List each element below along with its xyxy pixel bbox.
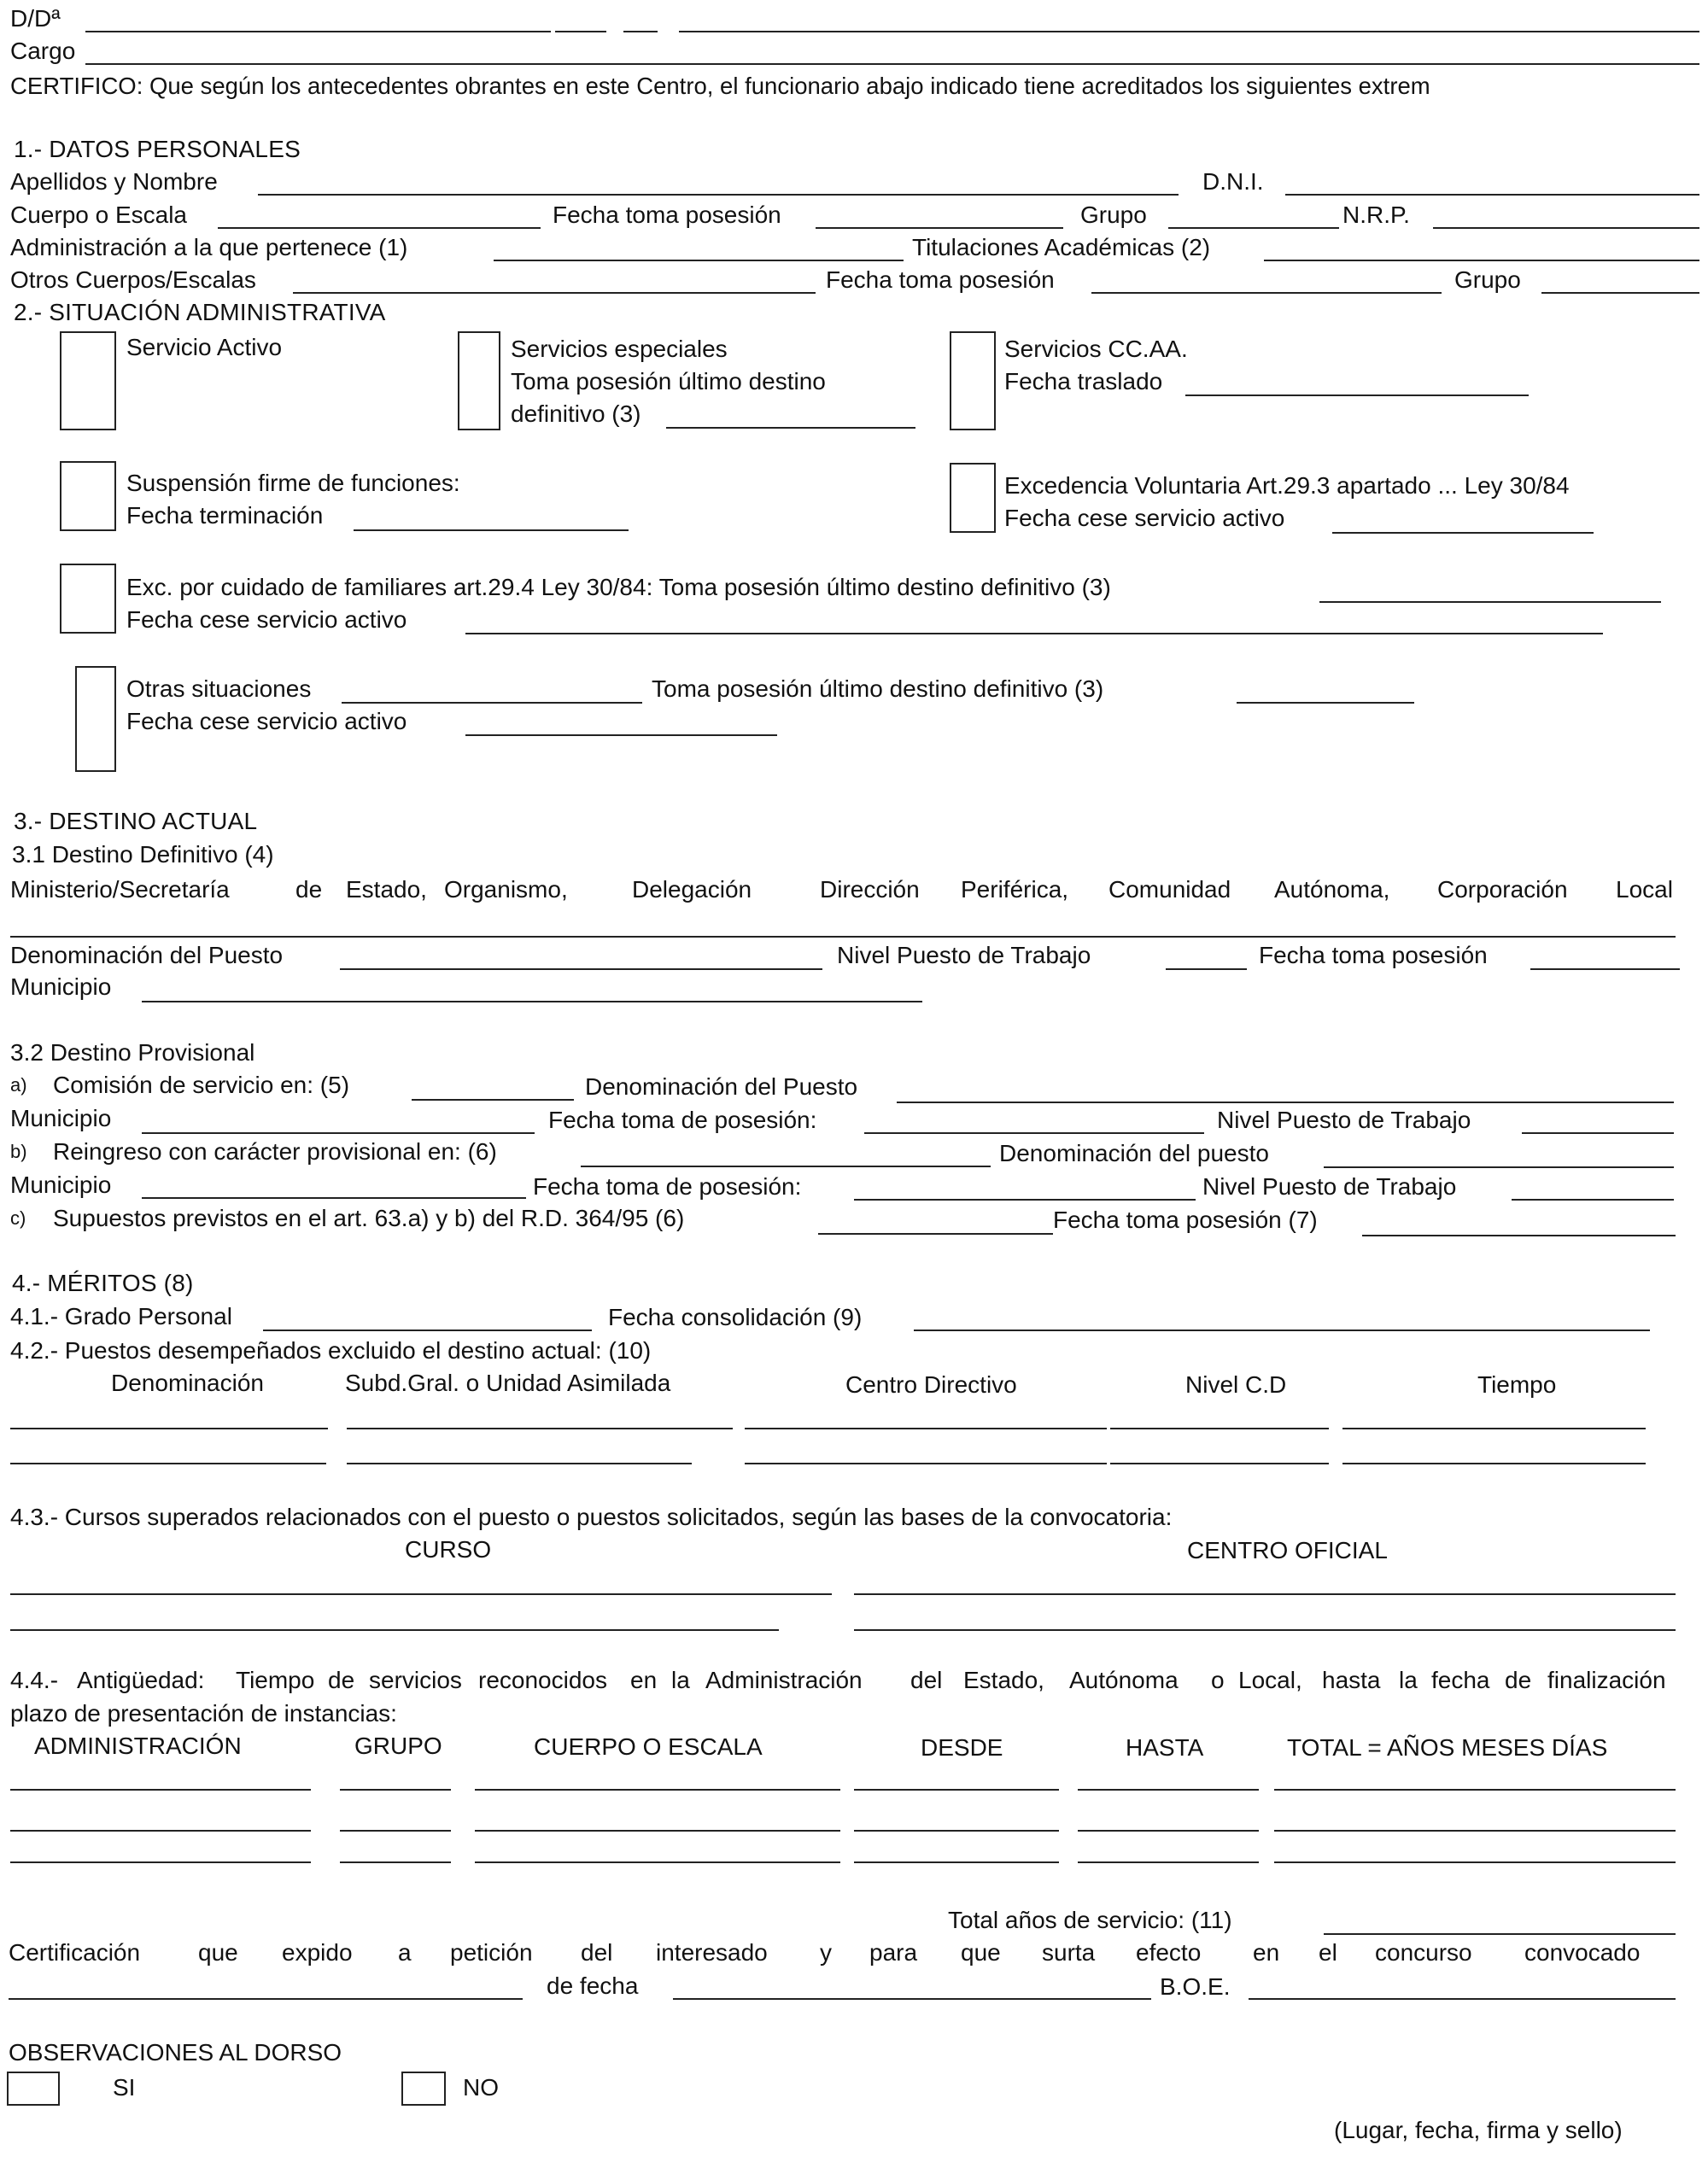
fecha-toma-3-field[interactable] (1530, 968, 1680, 970)
boe-field[interactable] (1249, 1998, 1676, 2000)
de-fecha-label: de fecha (547, 1972, 639, 1999)
cert-word: el (1319, 1939, 1337, 1966)
no-checkbox[interactable] (401, 2072, 446, 2106)
dni-field[interactable] (1285, 194, 1699, 196)
cert-word: para (869, 1939, 918, 1966)
cert-word: expido (282, 1939, 353, 1966)
a-denominacion-label: Denominación del Puesto (585, 1073, 858, 1100)
titulaciones-label: Titulaciones Académicas (2) (912, 234, 1211, 260)
suspension-checkbox[interactable] (60, 461, 116, 531)
denominacion-label: Denominación del Puesto (10, 942, 284, 968)
fecha-consolidacion-field[interactable] (914, 1330, 1650, 1331)
section-4-title: 4.- MÉRITOS (8) (12, 1270, 194, 1296)
cert-word: y (820, 1939, 832, 1966)
no-label: NO (463, 2074, 499, 2101)
grupo-2-label: Grupo (1454, 266, 1521, 293)
administracion-label: Administración a la que pertenece (1) (10, 234, 408, 260)
cargo-field[interactable] (85, 63, 1699, 65)
antiguedad-row-2-cuerpo[interactable] (475, 1830, 840, 1832)
fecha-traslado-field[interactable] (1185, 394, 1529, 396)
a-municipio-field[interactable] (142, 1132, 535, 1134)
fecha-cese-3-label: Fecha cese servicio activo (126, 708, 407, 734)
ministerio-word: de (295, 876, 323, 903)
puestos-row-1-nivel[interactable] (1110, 1428, 1329, 1429)
antiguedad-word: la (1399, 1667, 1418, 1693)
a-municipio-label: Municipio (10, 1105, 112, 1131)
cert-word: en (1253, 1939, 1280, 1966)
antiguedad-word: Local, (1238, 1667, 1302, 1693)
antiguedad-row-2-total[interactable] (1274, 1830, 1676, 1832)
b-fecha-label: Fecha toma de posesión: (533, 1173, 802, 1200)
fecha-toma-3-label: Fecha toma posesión (1259, 942, 1488, 968)
puestos-row-2-denominacion[interactable] (10, 1463, 326, 1464)
ministerio-word: Local (1616, 876, 1673, 903)
cert-word: Certificación (9, 1939, 141, 1966)
b-fecha-field[interactable] (854, 1199, 1196, 1201)
col-desde: DESDE (921, 1734, 1003, 1761)
antiguedad-row-2-desde[interactable] (854, 1830, 1059, 1832)
item-a-marker: a) (10, 1074, 27, 1096)
item-b-marker: b) (10, 1141, 27, 1162)
fecha-terminacion-label: Fecha terminación (126, 502, 324, 529)
otros-cuerpos-label: Otros Cuerpos/Escalas (10, 266, 256, 293)
titulaciones-field[interactable] (1264, 260, 1699, 261)
apellidos-label: Apellidos y Nombre (10, 168, 218, 195)
a-denominacion-field[interactable] (897, 1102, 1674, 1103)
antiguedad-word: la (671, 1667, 690, 1693)
administracion-field[interactable] (494, 260, 904, 261)
cargo-label: Cargo (10, 38, 76, 64)
comision-label: Comisión de servicio en: (5) (53, 1072, 350, 1098)
antiguedad-row-3-desde[interactable] (854, 1861, 1059, 1863)
col-centro-oficial: CENTRO OFICIAL (1187, 1537, 1388, 1563)
antiguedad-word: Antigüedad: (77, 1667, 205, 1693)
firma-label: (Lugar, fecha, firma y sello) (1334, 2117, 1623, 2143)
cuerpo-label: Cuerpo o Escala (10, 202, 188, 228)
puestos-row-2-centro[interactable] (745, 1463, 1107, 1464)
ministerio-field[interactable] (10, 936, 1676, 938)
exc-cuidado-label: Exc. por cuidado de familiares art.29.4 Ley 30/84: Toma posesión último destino definitivo (3) (126, 574, 1111, 600)
cert-word: convocado (1524, 1939, 1641, 1966)
nrp-label: N.R.P. (1342, 202, 1410, 228)
toma-ultimo-label: Toma posesión último destino (511, 368, 826, 394)
grupo-label: Grupo (1080, 202, 1147, 228)
col-grupo: GRUPO (354, 1733, 442, 1759)
centro-oficial-row-1[interactable] (854, 1593, 1676, 1595)
antiguedad-row-2-admin[interactable] (10, 1830, 311, 1832)
item-c-marker: c) (10, 1207, 26, 1229)
fecha-toma-2-label: Fecha toma posesión (826, 266, 1055, 293)
fecha-toma-field[interactable] (816, 227, 1063, 229)
fecha-traslado-label: Fecha traslado (1004, 368, 1163, 394)
apellidos-field[interactable] (258, 194, 1179, 196)
excedencia-label: Excedencia Voluntaria Art.29.3 apartado ... Ley 30/84 (1004, 472, 1570, 499)
antiguedad-row-3-grupo[interactable] (340, 1861, 451, 1863)
servicio-activo-checkbox[interactable] (60, 331, 116, 430)
c-fecha-label: Fecha toma posesión (7) (1053, 1207, 1318, 1233)
antiguedad-row-3-admin[interactable] (10, 1861, 311, 1863)
puestos-row-2-subd[interactable] (347, 1463, 692, 1464)
puestos-row-1-denominacion[interactable] (10, 1428, 328, 1429)
col-hasta: HASTA (1126, 1734, 1204, 1761)
antiguedad-word: o (1211, 1667, 1225, 1693)
fecha-toma-label: Fecha toma posesión (553, 202, 781, 228)
centro-oficial-row-2[interactable] (854, 1629, 1676, 1631)
antiguedad-word: en (630, 1667, 658, 1693)
antiguedad-row-1-total[interactable] (1274, 1789, 1676, 1791)
denominacion-field[interactable] (340, 968, 822, 970)
antiguedad-row-1-hasta[interactable] (1078, 1789, 1259, 1791)
antiguedad-row-1-cuerpo[interactable] (475, 1789, 840, 1791)
puestos-row-1-centro[interactable] (745, 1428, 1107, 1429)
servicios-especiales-checkbox[interactable] (458, 331, 500, 430)
col-cuerpo: CUERPO O ESCALA (534, 1733, 763, 1760)
ministerio-word: Periférica, (961, 876, 1069, 903)
cert-word: interesado (656, 1939, 768, 1966)
antiguedad-word: hasta (1322, 1667, 1381, 1693)
antiguedad-row-1-grupo[interactable] (340, 1789, 451, 1791)
cert-word: petición (450, 1939, 533, 1966)
b-municipio-field[interactable] (142, 1197, 526, 1199)
municipio-field[interactable] (142, 1001, 922, 1002)
excedencia-checkbox[interactable] (950, 463, 996, 533)
nivel-label: Nivel Puesto de Trabajo (837, 942, 1091, 968)
antiguedad-row-3-hasta[interactable] (1078, 1861, 1259, 1863)
dd-field-b[interactable] (555, 31, 606, 32)
servicios-especiales-label: Servicios especiales (511, 336, 728, 362)
antiguedad-word: 4.4.- (10, 1667, 59, 1693)
supuestos-field[interactable] (818, 1233, 1053, 1235)
fecha-consolidacion-label: Fecha consolidación (9) (608, 1304, 863, 1330)
antiguedad-label-2: plazo de presentación de instancias: (10, 1700, 397, 1727)
antiguedad-word: Tiempo (236, 1667, 315, 1693)
a-nivel-field[interactable] (1522, 1132, 1674, 1134)
servicios-ccaa-checkbox[interactable] (950, 331, 996, 430)
curso-row-2[interactable] (10, 1629, 779, 1631)
ministerio-word: Organismo, (444, 876, 568, 903)
dd-field-d[interactable] (679, 31, 1699, 32)
col-tiempo: Tiempo (1477, 1371, 1557, 1398)
puestos-row-1-subd[interactable] (347, 1428, 733, 1429)
section-1-title: 1.- DATOS PERSONALES (14, 136, 301, 162)
antiguedad-word: de (328, 1667, 355, 1693)
servicio-activo-label: Servicio Activo (126, 334, 283, 360)
b-municipio-label: Municipio (10, 1172, 112, 1198)
antiguedad-word: Estado, (963, 1667, 1044, 1693)
cert-word: efecto (1136, 1939, 1202, 1966)
curso-row-1[interactable] (10, 1593, 832, 1595)
definitivo-3-field[interactable] (666, 427, 915, 429)
reingreso-field[interactable] (581, 1166, 991, 1167)
destino-provisional-title: 3.2 Destino Provisional (10, 1039, 255, 1066)
reingreso-label: Reingreso con carácter provisional en: (6) (53, 1138, 497, 1165)
col-administracion: ADMINISTRACIÓN (34, 1733, 242, 1759)
b-nivel-label: Nivel Puesto de Trabajo (1202, 1173, 1457, 1200)
antiguedad-row-2-grupo[interactable] (340, 1830, 451, 1832)
cert-word: concurso (1375, 1939, 1472, 1966)
municipio-label: Municipio (10, 973, 112, 1000)
dd-label: D/Dª (10, 5, 61, 32)
antiguedad-row-1-desde[interactable] (854, 1789, 1059, 1791)
ministerio-word: Estado, (346, 876, 427, 903)
destino-definitivo-title: 3.1 Destino Definitivo (4) (12, 841, 274, 868)
definitivo-3-label: definitivo (3) (511, 400, 641, 427)
grado-field[interactable] (263, 1330, 592, 1331)
servicios-ccaa-label: Servicios CC.AA. (1004, 336, 1188, 362)
a-nivel-label: Nivel Puesto de Trabajo (1217, 1107, 1471, 1133)
antiguedad-word: reconocidos (478, 1667, 607, 1693)
cert-word: que (198, 1939, 238, 1966)
antiguedad-word: servicios (369, 1667, 462, 1693)
cert-word: que (961, 1939, 1001, 1966)
b-denominacion-label: Denominación del puesto (999, 1140, 1269, 1166)
total-anos-field[interactable] (1324, 1933, 1676, 1935)
exc-cuidado-field[interactable] (1319, 601, 1661, 603)
supuestos-label: Supuestos previstos en el art. 63.a) y b) del R.D. 364/95 (6) (53, 1205, 685, 1231)
fecha-cese-2-field[interactable] (465, 633, 1603, 634)
exc-cuidado-checkbox[interactable] (60, 564, 116, 634)
si-label: SI (113, 2074, 136, 2101)
toma-ultimo-2-label: Toma posesión último destino definitivo (3) (652, 675, 1104, 702)
otros-cuerpos-field[interactable] (293, 292, 816, 294)
comision-field[interactable] (412, 1099, 574, 1101)
antiguedad-word: fecha (1431, 1667, 1490, 1693)
otras-situaciones-label: Otras situaciones (126, 675, 312, 702)
col-denominacion: Denominación (111, 1370, 264, 1396)
a-fecha-field[interactable] (864, 1132, 1204, 1134)
puestos-row-2-tiempo[interactable] (1342, 1463, 1646, 1464)
grupo-2-field[interactable] (1541, 292, 1699, 294)
total-anos-label: Total años de servicio: (11) (948, 1907, 1232, 1933)
grupo-field[interactable] (1168, 227, 1339, 229)
dd-field[interactable] (85, 31, 551, 32)
ministerio-word: Corporación (1437, 876, 1568, 903)
fecha-cese-3-field[interactable] (465, 734, 777, 736)
antiguedad-row-3-cuerpo[interactable] (475, 1861, 840, 1863)
antiguedad-word: Autónoma (1069, 1667, 1179, 1693)
cert-word: surta (1042, 1939, 1096, 1966)
ministerio-word: Comunidad (1108, 876, 1231, 903)
puestos-row-1-tiempo[interactable] (1342, 1428, 1646, 1429)
antiguedad-row-3-total[interactable] (1274, 1861, 1676, 1863)
fecha-cese-2-label: Fecha cese servicio activo (126, 606, 407, 633)
cert-word: a (398, 1939, 412, 1966)
antiguedad-word: Administración (705, 1667, 863, 1693)
observaciones-title: OBSERVACIONES AL DORSO (9, 2039, 342, 2066)
cuerpo-field[interactable] (218, 227, 541, 229)
si-checkbox[interactable] (7, 2072, 60, 2106)
ministerio-word: Delegación (632, 876, 752, 903)
section-2-title: 2.- SITUACIÓN ADMINISTRATIVA (14, 299, 386, 325)
c-fecha-field[interactable] (1362, 1235, 1676, 1236)
convocado-field[interactable] (9, 1998, 523, 2000)
col-curso: CURSO (405, 1536, 492, 1563)
cert-word: del (581, 1939, 613, 1966)
a-fecha-label: Fecha toma de posesión: (548, 1107, 817, 1133)
col-total: TOTAL = AÑOS MESES DÍAS (1287, 1734, 1608, 1761)
antiguedad-row-2-hasta[interactable] (1078, 1830, 1259, 1832)
antiguedad-row-1-admin[interactable] (10, 1789, 311, 1791)
antiguedad-word: del (910, 1667, 943, 1693)
puestos-label: 4.2.- Puestos desempeñados excluido el destino actual: (10) (10, 1337, 652, 1364)
fecha-cese-1-field[interactable] (1332, 532, 1594, 534)
b-nivel-field[interactable] (1512, 1199, 1674, 1201)
fecha-toma-2-field[interactable] (1091, 292, 1442, 294)
cursos-label: 4.3.- Cursos superados relacionados con el puesto o puestos solicitados, según las bases de la convocatoria: (10, 1504, 1173, 1530)
antiguedad-word: de (1505, 1667, 1532, 1693)
col-nivel: Nivel C.D (1185, 1371, 1287, 1398)
puestos-row-2-nivel[interactable] (1110, 1463, 1329, 1464)
ministerio-word: Dirección (820, 876, 920, 903)
col-subd: Subd.Gral. o Unidad Asimilada (345, 1370, 671, 1396)
section-3-title: 3.- DESTINO ACTUAL (14, 808, 258, 834)
certifico-text: CERTIFICO: Que según los antecedentes obrantes en este Centro, el funcionario abajo indicado tiene acreditados los siguientes extrem (10, 73, 1430, 99)
dd-field-c[interactable] (623, 31, 658, 32)
suspension-label: Suspensión firme de funciones: (126, 470, 460, 496)
boe-label: B.O.E. (1160, 1973, 1231, 2000)
b-denominacion-field[interactable] (1324, 1166, 1674, 1168)
col-centro: Centro Directivo (845, 1371, 1017, 1398)
ministerio-word: Autónoma, (1274, 876, 1390, 903)
dni-label: D.N.I. (1202, 168, 1264, 195)
nivel-field[interactable] (1166, 968, 1247, 970)
otras-situaciones-field[interactable] (342, 702, 642, 704)
fecha-cese-1-label: Fecha cese servicio activo (1004, 505, 1285, 531)
antiguedad-word: finalización (1547, 1667, 1666, 1693)
fecha-terminacion-field[interactable] (354, 529, 629, 531)
ministerio-word: Ministerio/Secretaría (10, 876, 230, 903)
otras-situaciones-checkbox[interactable] (75, 666, 116, 772)
nrp-field[interactable] (1433, 227, 1699, 229)
toma-ultimo-2-field[interactable] (1237, 702, 1414, 704)
de-fecha-field[interactable] (673, 1998, 1151, 2000)
grado-label: 4.1.- Grado Personal (10, 1303, 232, 1330)
